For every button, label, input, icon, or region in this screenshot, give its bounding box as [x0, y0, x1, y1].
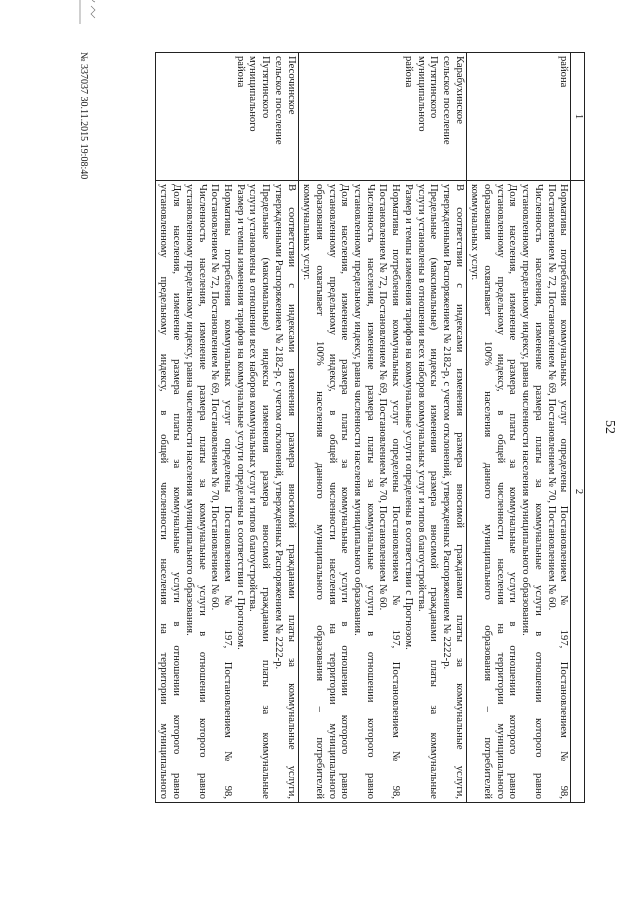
region-line: сельское поселение [440, 56, 452, 145]
text-line: образования охватывает 100% населения данного муниципального образования – потребителей [313, 184, 325, 799]
text-line: Размер и темпы изменения тарифов на коммунальные услуги определены в соответствии с Прогнозом. [234, 184, 246, 650]
region-line: района [558, 56, 570, 88]
text-line: услуги установлены в отношении всех наборов коммунальных услуг и типов благоустройства. [415, 184, 427, 612]
text-line: установленному предельному индексу, в общей численности населения на территории муниципального [494, 184, 506, 799]
region-line: Песочинское [285, 56, 297, 115]
description-cell [466, 181, 571, 803]
text-line: Размер и темпы изменения тарифов на коммунальные услуги определены в соответствии с Прогнозом. [402, 184, 414, 650]
text-line: Постановлением № 72, Постановлением № 69, Постановлением № 70, Постановлением № 60. [545, 184, 557, 611]
text-line: установленному предельному индексу, равна численности населения муниципального образования. [352, 184, 364, 636]
text-line: Доля населения, изменение размера платы за коммунальные услуги в отношении которого равно [507, 184, 519, 799]
region-cell [466, 53, 571, 181]
column-header: 1 [571, 53, 585, 181]
table-header-row [571, 53, 585, 803]
column-header: 2 [571, 181, 585, 803]
text-line: установленному предельному индексу, равна численности населения муниципального образования. [183, 184, 195, 636]
description-cell [155, 181, 298, 803]
table-row [298, 53, 466, 803]
document-table [155, 52, 585, 803]
region-line: Путятинского [428, 56, 440, 119]
text-line: Нормативы потребления коммунальных услуг определены Постановлением № 197, Постановлением № 98, [558, 184, 570, 799]
description-cell [298, 181, 466, 803]
text-line: Численность населения, изменение размера платы за коммунальные услуги в отношении которого равно [196, 184, 208, 799]
text-line: установленному предельному индексу, в общей численности населения на территории муниципального [158, 184, 170, 799]
region-line: Карабухинское [453, 56, 465, 124]
region-cell [298, 53, 466, 181]
table-row [155, 53, 298, 803]
table-row [466, 53, 571, 803]
text-line: коммунальных услуг. [469, 184, 481, 281]
text-line: Предельные (максимальные) индексы изменения размера вносимой гражданами платы за коммунальные [428, 184, 440, 799]
text-line: В соответствии с индексами изменения размера вносимой гражданами платы за коммунальные услуги, [453, 184, 465, 799]
document-footer: № 337037 30.11.2015 19:08:40 [78, 52, 89, 180]
text-line: утвержденными Распоряжением № 2182-р, с учетом отклонений, утвержденных Распоряжением № 2222-р. [272, 184, 284, 670]
region-line: сельское поселение [272, 56, 284, 145]
text-line: установленному предельному индексу, в общей численности населения на территории муниципального [326, 184, 338, 799]
region-cell [155, 53, 298, 181]
region-line: района [402, 56, 414, 88]
region-line: района [234, 56, 246, 88]
region-line: муниципального [247, 56, 259, 132]
region-line: муниципального [415, 56, 427, 132]
text-line: В соответствии с индексами изменения размера вносимой гражданами платы за коммунальные услуги, [285, 184, 297, 799]
text-line: образования охватывает 100% населения данного муниципального образования – потребителей [482, 184, 494, 799]
page-number: 52 [602, 420, 617, 434]
text-line: Численность населения, изменение размера платы за коммунальные услуги в отношении которого равно [364, 184, 376, 799]
text-line: Постановлением № 72, Постановлением № 69, Постановлением № 70, Постановлением № 60. [377, 184, 389, 611]
text-line: Доля населения, изменение размера платы за коммунальные услуги в отношении которого равно [339, 184, 351, 799]
rotated-page [65, 52, 625, 802]
text-line: услуги установлены в отношении всех наборов коммунальных услуг и типов благоустройства. [247, 184, 259, 612]
text-line: коммунальных услуг. [301, 184, 313, 281]
text-line: Предельные (максимальные) индексы изменения размера вносимой гражданами платы за коммунальные [260, 184, 272, 799]
text-line: установленному предельному индексу, равна численности населения муниципального образования. [520, 184, 532, 636]
text-line: Нормативы потребления коммунальных услуг определены Постановлением № 197, Постановлением № 98, [390, 184, 402, 799]
text-line: Нормативы потребления коммунальных услуг определены Постановлением № 197, Постановлением № 98, [222, 184, 234, 799]
text-line: утвержденными Распоряжением № 2182-р, с учетом отклонений, утвержденных Распоряжением № 2222-р. [440, 184, 452, 670]
text-line: Доля населения, изменение размера платы за коммунальные услуги в отношении которого равно [171, 184, 183, 799]
text-line: Постановлением № 72, Постановлением № 69, Постановлением № 70, Постановлением № 60. [209, 184, 221, 611]
text-line: Численность населения, изменение размера платы за коммунальные услуги в отношении которого равно [532, 184, 544, 799]
signature-stamp-icon [77, 0, 103, 32]
region-line: Путятинского [260, 56, 272, 119]
